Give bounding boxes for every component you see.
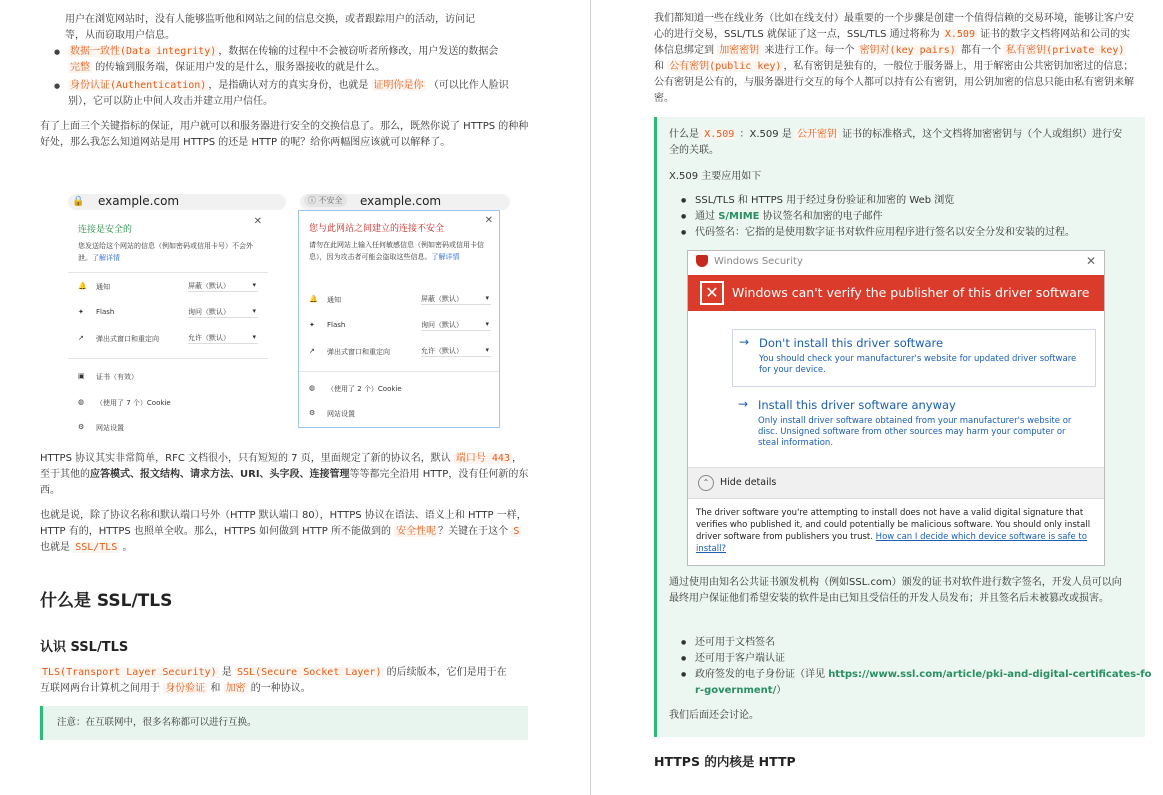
auth-term: 身份认证(Authentication): [70, 80, 207, 91]
windows-security-dialog: [687, 250, 1105, 566]
secure-learn-more-link[interactable]: 了解详情: [92, 254, 120, 262]
right-page: [592, 0, 1163, 795]
install-anyway-title: Install this driver software anyway: [758, 398, 956, 412]
arrow-right-icon: →: [738, 397, 749, 411]
integrity-complete: 完整: [70, 62, 90, 73]
tip-public-term: 公开密钥: [796, 129, 837, 140]
insecure-item-select-0[interactable]: 屏蔽（默认） ▾: [421, 294, 491, 305]
lock-icon: 🔒: [72, 196, 85, 207]
para4-text-d: 。: [122, 542, 133, 553]
notification-icon: 🔔: [78, 282, 87, 290]
ssl-tls-term: SSL/TLS: [75, 542, 118, 553]
secure-item-label-1: Flash: [96, 308, 115, 316]
insecure-item-label-2: 弹出式窗口和重定向: [327, 348, 390, 356]
secure-cert[interactable]: 证书（有效）: [96, 373, 138, 381]
secure-item-select-1[interactable]: 询问（默认） ▾: [188, 307, 258, 318]
security-goals-list: [40, 44, 568, 110]
dialog-header: [688, 275, 1104, 311]
x509-tip-box: [654, 117, 1152, 737]
auth-word: 身份验证: [165, 683, 206, 694]
s-term: S: [513, 526, 520, 537]
cookie-icon: ◍: [309, 384, 316, 392]
tls-text-3: 的一种协议。: [250, 683, 311, 694]
dont-install-title: Don't install this driver software: [759, 336, 944, 350]
secure-url: example.com: [98, 194, 180, 208]
tip-text-c: 证书的标准格式，这个文档将加密密钥与（个人或组织）进行安全的关联。: [669, 129, 1123, 156]
p1-text-a: 我们都知道一些在线业务（比如在线支付）最重要的一个步骤是创建一个值得信赖的交易环境，能够让客户安心的进行交易，SSL/TLS 就保证了这一点，SSL/TLS 通过将称为: [654, 13, 1134, 40]
gov-cert-link[interactable]: https://www.ssl.com/article/pki-and-digital-certificates-for-government/: [695, 669, 1152, 696]
page-spine: [590, 0, 591, 795]
public-key-term: 公有密钥(public key): [669, 61, 782, 72]
paragraph-https-simple: [40, 451, 530, 499]
paragraph-trust: [654, 11, 1139, 107]
app-item-1: ● 通过 S/MIME 协议签名和加密的电子邮件: [695, 209, 1155, 225]
para4-text-c: 也就是: [40, 542, 70, 553]
tip-x509-term: X.509: [704, 129, 735, 140]
secure-settings[interactable]: 网站设置: [96, 424, 124, 432]
tip-apps-heading: X.509 主要应用如下: [669, 171, 762, 182]
p1-text-f: ，私有密钥是独有的，一般位于服务器上，用于解密由公共密钥加密过的信息；公有密钥是公有的，与服务器进行交互的每个人都可以持有公有密钥，用公钥加密的信息只能由私有密钥来解密。: [654, 61, 1134, 104]
arrow-right-icon: →: [739, 335, 750, 349]
tls-text-1: 的后续版本，它们是用于在: [386, 667, 507, 678]
secure-popup: [68, 212, 268, 438]
close-icon[interactable]: ✕: [484, 215, 493, 226]
enc-key-term: 加密密钥: [719, 45, 760, 56]
auth-text: ，是指确认对方的真实身份，也就是: [208, 80, 369, 91]
insecure-url: example.com: [360, 194, 442, 208]
insecure-popup: [298, 210, 500, 428]
insecure-item-select-2[interactable]: 允许（默认） ▾: [421, 346, 491, 357]
gear-icon: ⚙: [78, 423, 85, 431]
secure-desc: [78, 240, 258, 264]
left-page: [0, 0, 580, 795]
divider: [68, 272, 268, 273]
para3-text-c: 等等都完全沿用 HTTP，没有任何新的东西。: [40, 469, 529, 496]
note-text: 注意：在互联网中，很多名称都可以进行互换。: [57, 717, 257, 728]
install-anyway-option[interactable]: [732, 393, 1094, 455]
para3-text-b: ，至于其他的: [40, 453, 522, 480]
default-port: 端口号 443: [455, 453, 510, 464]
p1-text-c: 来进行工作。每一个: [764, 45, 855, 56]
not-secure-label: 不安全: [318, 196, 343, 205]
tip-text-b: ：X.509 是: [739, 129, 792, 140]
auth-prove: 证明你是你: [373, 80, 424, 91]
secure-item-label-2: 弹出式窗口和重定向: [96, 335, 159, 343]
gear-icon: ⚙: [309, 409, 316, 417]
shield-icon: [696, 255, 708, 267]
insecure-cookie[interactable]: （使用了 2 个）Cookie: [327, 385, 402, 393]
auth-text-2: （可以比作人脸识: [428, 80, 509, 91]
integrity-text-2: 的传输到服务端，保证用户发的是什么，服务器接收的就是什么。: [95, 62, 386, 73]
popup-icon: ↗: [78, 334, 84, 342]
subheading-know-ssl-tls: 认识 SSL/TLS: [40, 640, 129, 655]
tls-text-2: 互联网两台计算机之间用于: [40, 683, 160, 694]
dialog-details: [696, 507, 1096, 555]
p1-text-e: 和: [654, 61, 664, 72]
safe-install-link[interactable]: How can I decide which device software is safe to install?: [696, 532, 1087, 554]
integrity-term: 数据一致性(Data integrity): [70, 46, 217, 57]
p1-text-d: 都有一个: [960, 45, 1001, 56]
details-text: The driver software you're attempting to install does not have a valid digital signature that verifies who published it, and could potentially be malicious software. You should only install driver software from publishers you trust.: [696, 508, 1091, 542]
section-heading-ssl-tls: 什么是 SSL/TLS: [40, 591, 173, 611]
dialog-header-text: Windows can't verify the publisher of this driver software: [732, 285, 1090, 300]
puzzle-icon: ✦: [78, 308, 84, 316]
ssl-term: SSL(Secure Socket Layer): [236, 667, 382, 678]
para4-text-a: 也就是说，除了协议名称和默认端口号外（HTTP 默认端口 80），HTTPS 协议在语法、语义上和 HTTP 一样，HTTP 有的，HTTPS 也照单全收。那么，HTTPS 如何做到 HTTP 所不能做到的: [40, 510, 527, 537]
insecure-item-select-1[interactable]: 询问（默认） ▾: [421, 320, 491, 331]
para3-text-a: HTTPS 协议其实非常简单，RFC 文档很小，只有短短的 7 页，里面规定了新的协议名，默认: [40, 453, 451, 464]
secure-item-select-0[interactable]: 屏蔽（默认） ▾: [188, 281, 258, 292]
note-box: [40, 706, 528, 740]
subheading-https-core: HTTPS 的内核是 HTTP: [654, 754, 796, 769]
tip-text-a: 什么是: [669, 129, 699, 140]
enc-word: 加密: [225, 683, 246, 694]
x509-term: X.509: [944, 29, 975, 40]
secure-title: 连接是安全的: [78, 225, 133, 235]
more-item-1: ● 还可用于客户端认证: [695, 651, 1155, 667]
chevron-up-icon[interactable]: ⌃: [698, 475, 714, 491]
more-uses-list: [667, 635, 1155, 699]
insecure-desc: [309, 239, 493, 263]
gov-end: ）: [776, 685, 787, 696]
secure-item-label-0: 通知: [96, 283, 110, 291]
cookie-icon: ◍: [78, 398, 85, 406]
auth-text-3: 别），它可以防止中间人攻击并建立用户信任。: [68, 96, 273, 107]
smime-link[interactable]: S/MIME: [718, 211, 760, 222]
divider: [299, 371, 499, 372]
app-item-0: ● SSL/TLS 和 HTTPS 用于经过身份验证和加密的 Web 浏览: [695, 193, 1155, 209]
integrity-text: ，数据在传输的过程中不会被窃听者所修改，用户发送的数据会: [218, 46, 499, 57]
insecure-desc-text: 请勿在此网站上输入任何敏感信息（例如密码或信用卡信息），因为攻击者可能会盗取这些信息。: [309, 241, 484, 261]
insecure-item-label-0: 通知: [327, 296, 341, 304]
dont-install-desc: You should check your manufacturer's website for updated driver software for your device.: [759, 354, 1077, 375]
security-term: 安全性呢: [396, 526, 437, 537]
insecure-settings[interactable]: 网站设置: [327, 410, 355, 418]
paragraph-https-same: [40, 508, 530, 556]
paragraph-code-signing: 通过使用由知名公共证书颁发机构（例如SSL.com）颁发的证书对软件进行数字签名，开发人员可以向最终用户保证他们希望安装的软件是由已知且受信任的开发人员发布；并且签名后未被篡改或损害。: [669, 577, 1122, 604]
tls-is: 是: [221, 667, 232, 678]
more-item-2: [695, 667, 1155, 699]
secure-cookie[interactable]: （使用了 7 个）Cookie: [96, 399, 171, 407]
secure-desc-text: 您发送给这个网站的信息（例如密码或信用卡号）不会外泄。: [78, 242, 253, 262]
notification-icon: 🔔: [309, 295, 318, 303]
intro-line-1: 用户在浏览网站时，没有人能够监听他和网站之间的信息交换，或者跟踪用户的活动，访问记: [65, 14, 475, 25]
x509-apps-list: [667, 193, 1155, 241]
later-discussion: 我们后面还会讨论。: [669, 710, 759, 721]
tls-term: TLS(Transport Layer Security): [42, 667, 217, 678]
popup-icon: ↗: [309, 347, 315, 355]
paragraph-tls-definition: [40, 665, 535, 697]
app-item-2: ● 代码签名：它指的是使用数字证书对软件应用程序进行签名以安全分发和安装的过程。: [695, 225, 1155, 241]
insecure-learn-more-link[interactable]: 了解详情: [431, 253, 460, 261]
private-key-term: 私有密钥(private key): [1006, 45, 1125, 56]
tip-x509-def: [669, 127, 1131, 159]
para3-bold: 应答模式、报文结构、请求方法、URI、头字段、连接管理: [90, 469, 350, 480]
insecure-title: 您与此网站之间建立的连接不安全: [309, 224, 445, 234]
p1-text-b: 证书的数字文档将网站和公司的实体信息绑定到: [654, 29, 1131, 56]
more-item-0: ● 还可用于文档签名: [695, 635, 1155, 651]
certificate-icon: ▣: [78, 372, 85, 380]
and-word: 和: [210, 683, 221, 694]
dialog-window-title: Windows Security: [714, 256, 803, 267]
error-x-icon: ✕: [700, 281, 724, 305]
list-item-authentication: [68, 78, 568, 110]
hide-details-bar[interactable]: [688, 467, 1104, 499]
paragraph-https-check: 有了上面三个关键指标的保证，用户就可以和服务器进行安全的交换信息了。那么，既然你说了 HTTPS 的种种好处，那么我怎么知道网站是用 HTTPS 的还是 HTTP 的呢？给你两幅图应该就可以解释了。: [40, 121, 529, 148]
para4-text-b: ？关键在于这个: [438, 526, 509, 537]
secure-item-select-2[interactable]: 允许（默认） ▾: [188, 333, 258, 344]
close-icon[interactable]: ✕: [253, 216, 262, 227]
divider: [68, 358, 268, 359]
install-anyway-desc: Only install driver software obtained from your manufacturer's website or disc. Unsigned software from other sources may harm your computer or steal information.: [758, 416, 1072, 448]
key-pair-term: 密钥对(key pairs): [859, 45, 956, 56]
dont-install-option[interactable]: [732, 329, 1096, 387]
insecure-item-label-1: Flash: [327, 321, 346, 329]
list-item-integrity: [68, 44, 568, 76]
hide-details-label[interactable]: Hide details: [720, 477, 777, 488]
not-secure-badge[interactable]: ⓘ 不安全: [304, 194, 347, 207]
gov-text: 政府签发的电子身份证（详见: [695, 669, 825, 680]
dialog-titlebar: [688, 251, 1104, 275]
puzzle-icon: ✦: [309, 321, 315, 329]
intro-line-2: 等，从而窃取用户信息。: [65, 30, 175, 41]
close-icon[interactable]: ✕: [1085, 254, 1096, 268]
